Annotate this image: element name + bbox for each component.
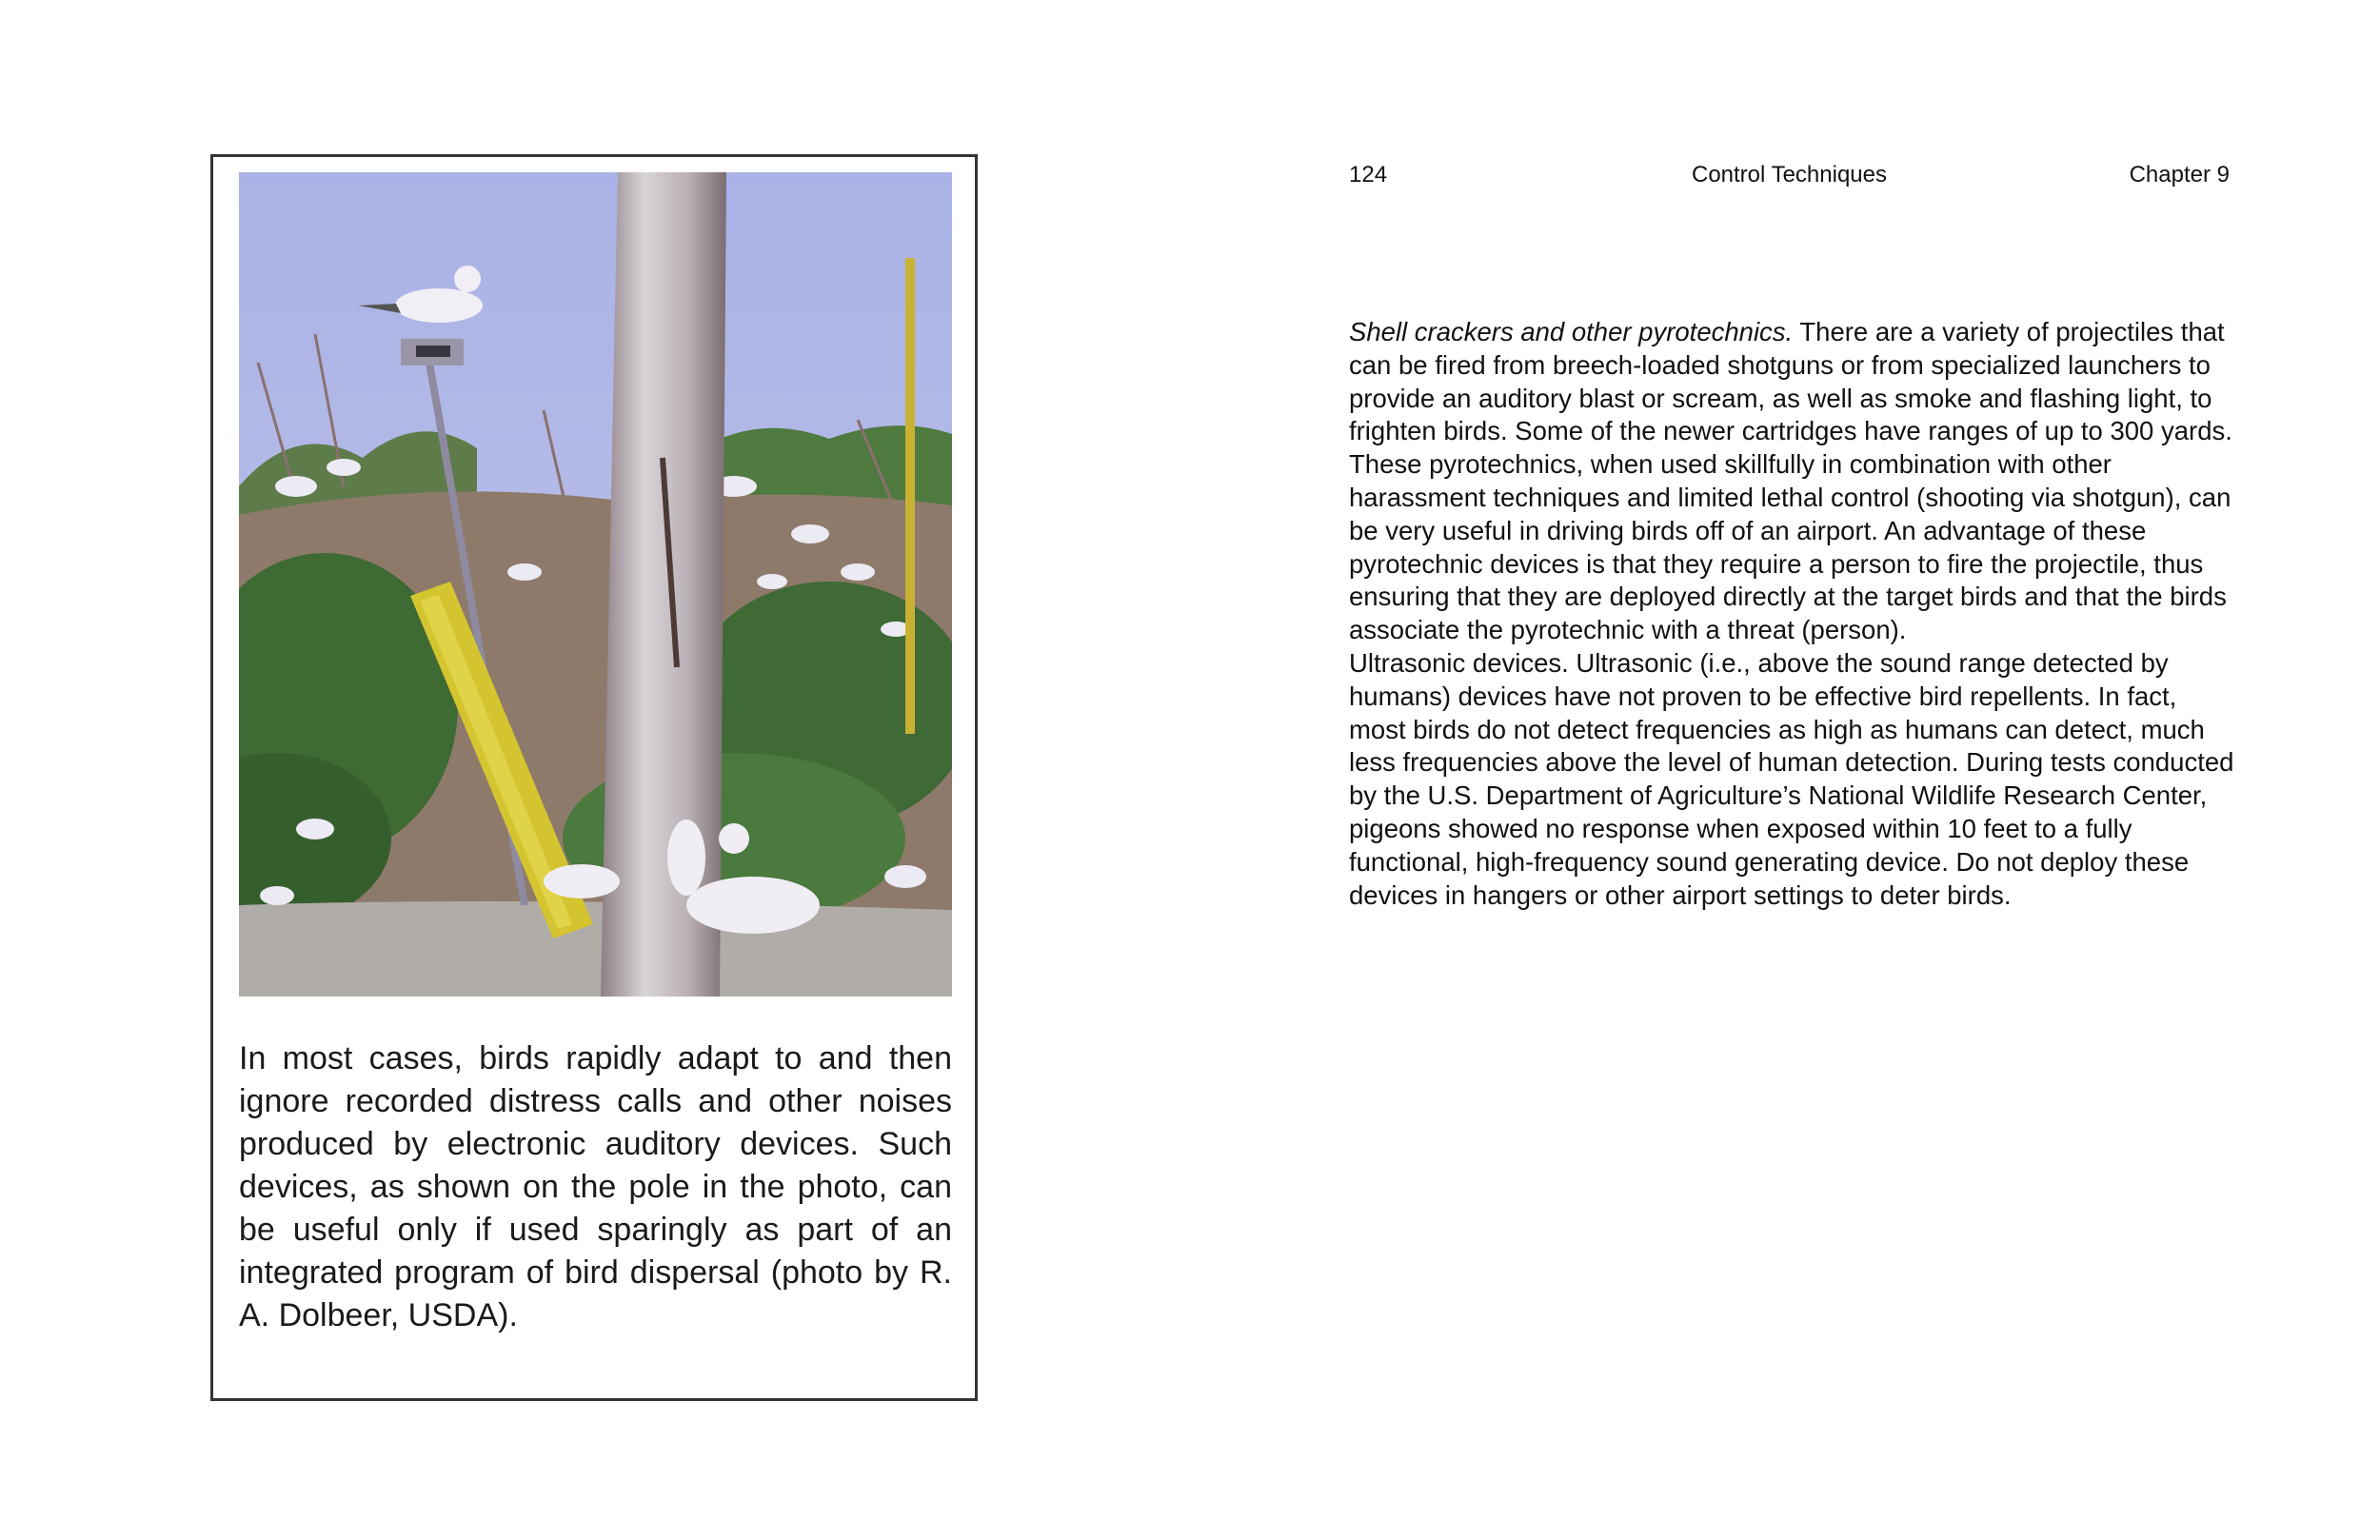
paragraph-pyrotechnics [1349, 316, 2239, 647]
photo-illustration [239, 172, 952, 997]
paragraph-ultrasonic: Ultrasonic devices. Ultrasonic (i.e., above the sound range detected by humans) devices have not proven to be effective bird repellents. In fact, most birds do not detect frequencies as high as humans can detect, much less frequencies above the level of human detection. During tests conducted by the U.S. Department of Agriculture’s National Wildlife Research Center, pigeons showed no response when exposed within 10 feet to a fully functional, high-frequency sound generating device. Do not deploy these devices in hangers or other airport settings to deter birds. [1349, 647, 2234, 910]
gull-colony-photo [239, 172, 952, 997]
chapter-label: Chapter 9 [2129, 162, 2230, 188]
page-number: 124 [1349, 162, 1388, 188]
runin-heading: Shell crackers and other pyrotechnics. [1349, 317, 1794, 346]
section-title: Control Techniques [1691, 162, 1888, 188]
figure-box [210, 154, 978, 1401]
paragraph-1-text: There are a variety of projectiles that can be fired from breech-loaded shotguns or from specialized launchers to provide an auditory blast or scream, as well as smoke and flashing light, to frighten birds. Some of the newer cartridges have ranges of up to 300 yards. These pyrotechnics, when used skillfully in combination with other harassment techniques and limited lethal control (shooting via shotgun), can be very useful in driving birds off of an airport. An advantage of these pyrotechnic devices is that they require a person to fire the projectile, thus ensuring that they are deployed directly at the target birds and that the birds associate the pyrotechnic with a threat (person). [1349, 317, 2232, 645]
running-header [1349, 162, 2230, 194]
figure-caption: In most cases, birds rapidly adapt to and then ignore recorded distress calls and other noises produced by electronic auditory devices. Such devices, as shown on the pole in the photo, can be useful only if used sparingly as part of an integrated program of bird dispersal (photo by R. A. Dolbeer, USDA). [239, 1040, 952, 1333]
body-text [1349, 316, 2239, 912]
